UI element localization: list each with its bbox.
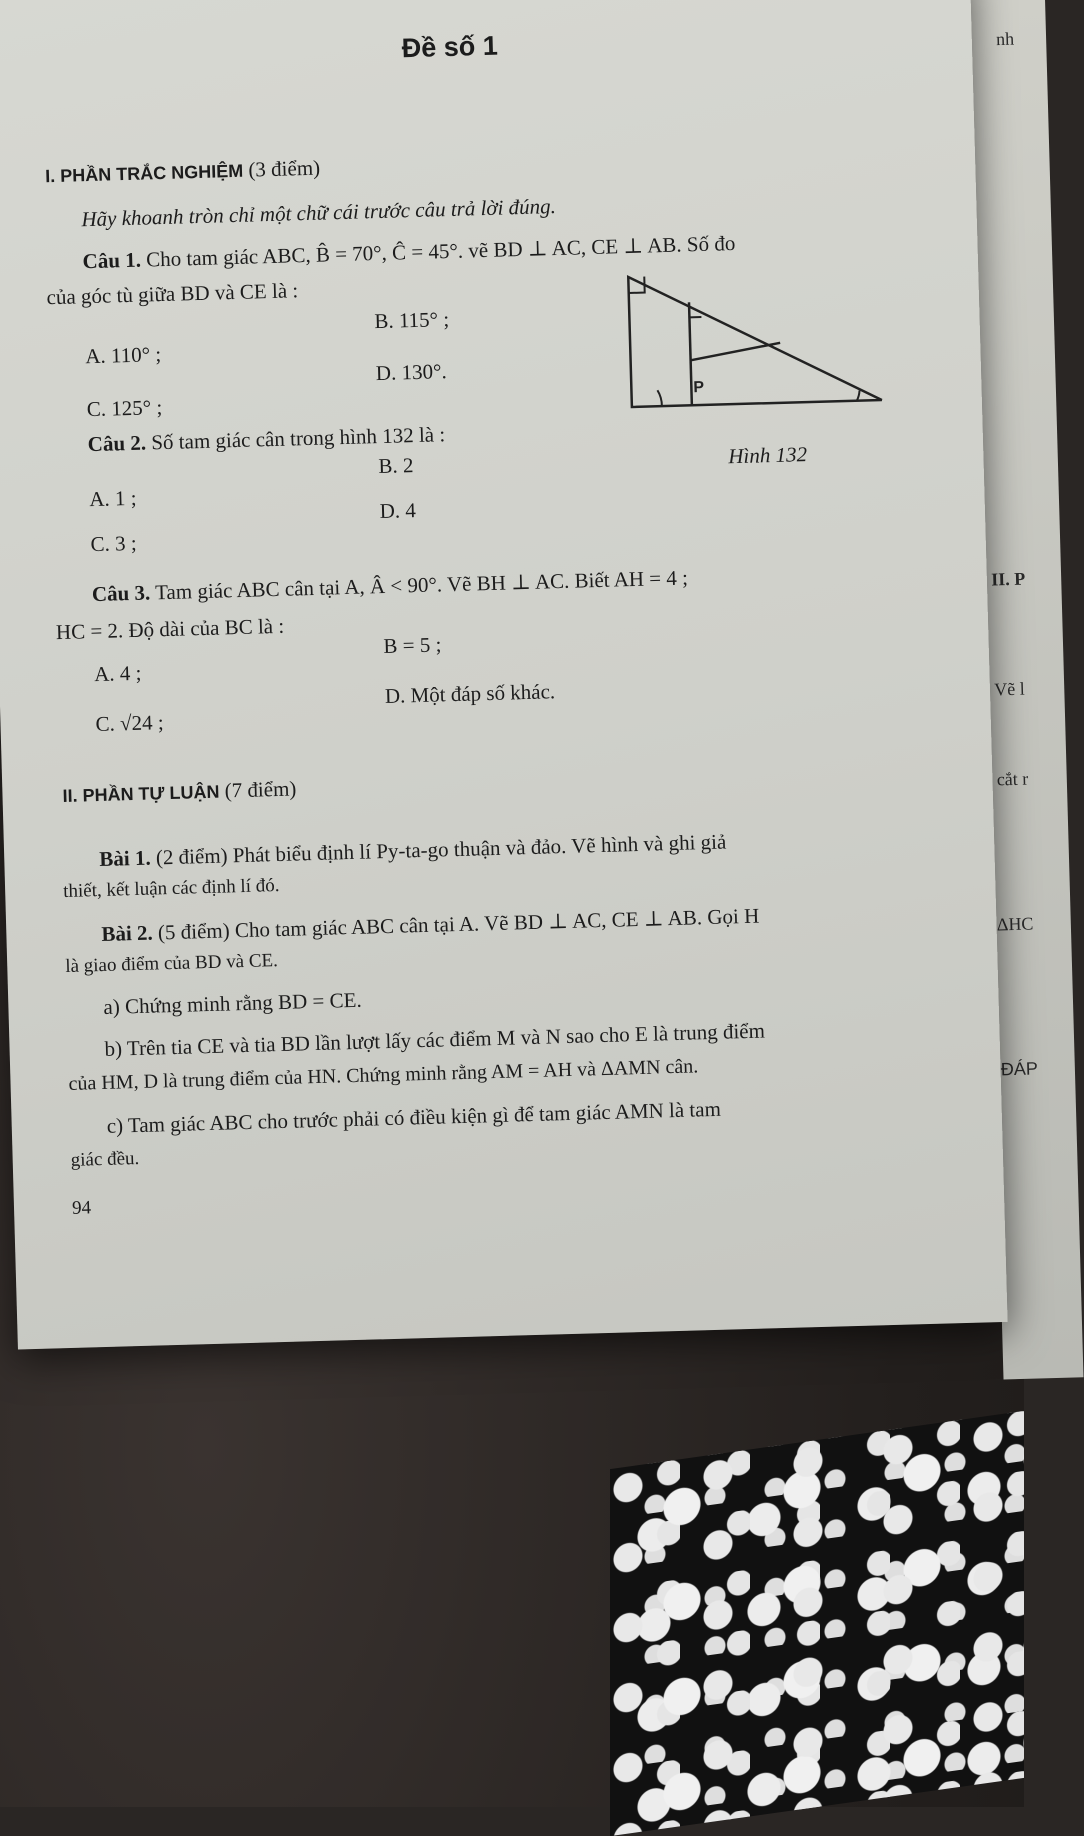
instruction: Hãy khoanh tròn chỉ một chữ cái trước câu trả lời đúng. (81, 194, 557, 232)
q3-line2: HC = 2. Độ dài của BC là : (55, 613, 285, 645)
q1-option-c: C. 125° ; (86, 395, 163, 422)
q2-option-a: A. 1 ; (88, 485, 137, 512)
q2-option-b: B. 2 (378, 453, 414, 479)
q2-option-d: D. 4 (379, 498, 417, 524)
bai2-line2: là giao điểm của BD và CE. (65, 950, 279, 977)
patterned-fabric (610, 1411, 1024, 1836)
page-title: Đề số 1 (401, 30, 499, 64)
bai1-line1: Bài 1. (2 điểm) Phát biểu định lí Py-ta-go thuận và đảo. Vẽ hình và ghi giả (98, 829, 727, 872)
figure-caption: Hình 132 (727, 442, 808, 469)
q2-question: Câu 2. Số tam giác cân trong hình 132 là : (87, 422, 446, 457)
bai2-part-b2: của HM, D là trung điểm của HN. Chứng minh rằng AM = AH và ΔAMN cân. (68, 1055, 699, 1095)
figure-point-p: P (693, 378, 705, 397)
bai1-line2: thiết, kết luận các định lí đó. (62, 874, 280, 903)
q3-option-d: D. Một đáp số khác. (384, 679, 556, 708)
bai2-part-c1: c) Tam giác ABC cho trước phải có điều kiện gì để tam giác AMN là tam (106, 1096, 722, 1138)
q1-line2: của góc tù giữa BD và CE là : (46, 278, 299, 310)
q1-option-b: B. 115° ; (374, 307, 450, 334)
side-text-5: ΔHC (996, 913, 1034, 935)
figure-132 (618, 259, 922, 427)
q3-option-b: B = 5 ; (383, 632, 442, 658)
side-text-4: cắt r (996, 768, 1029, 790)
q1-option-d: D. 130°. (375, 359, 447, 386)
side-text-3: Vẽ l (993, 678, 1026, 700)
side-text-6: ĐÁP (1000, 1058, 1039, 1080)
part2-heading: II. PHẦN TỰ LUẬN (7 điểm) (62, 776, 297, 807)
running-header (310, 0, 348, 3)
page-number: 94 (71, 1197, 92, 1219)
bai2-part-a: a) Chứng minh rằng BD = CE. (103, 987, 362, 1019)
q3-line1: Câu 3. Tam giác ABC cân tại A, Â < 90°. Vẽ BH ⊥ AC. Biết AH = 4 ; (91, 565, 689, 607)
q1-line1: Câu 1. Cho tam giác ABC, B̂ = 70°, Ĉ = 45°. vẽ BD ⊥ AC, CE ⊥ AB. Số đo (82, 231, 736, 274)
bai2-line1: Bài 2. (5 điểm) Cho tam giác ABC cân tại A. Vẽ BD ⊥ AC, CE ⊥ AB. Gọi H (101, 903, 760, 946)
part1-heading: I. PHẦN TRẮC NGHIỆM (3 điểm) (44, 155, 321, 187)
side-text-1: nh (995, 28, 1015, 50)
q3-option-c: C. √24 ; (95, 710, 164, 737)
bai2-part-c2: giác đều. (70, 1148, 140, 1171)
side-text-2: II. P (990, 568, 1026, 590)
q3-option-a: A. 4 ; (93, 660, 142, 687)
q2-option-c: C. 3 ; (90, 530, 137, 557)
bai2-part-b1: b) Trên tia CE và tia BD lần lượt lấy các điểm M và N sao cho E là trung điểm (104, 1018, 766, 1061)
q1-option-a: A. 110° ; (84, 342, 162, 369)
